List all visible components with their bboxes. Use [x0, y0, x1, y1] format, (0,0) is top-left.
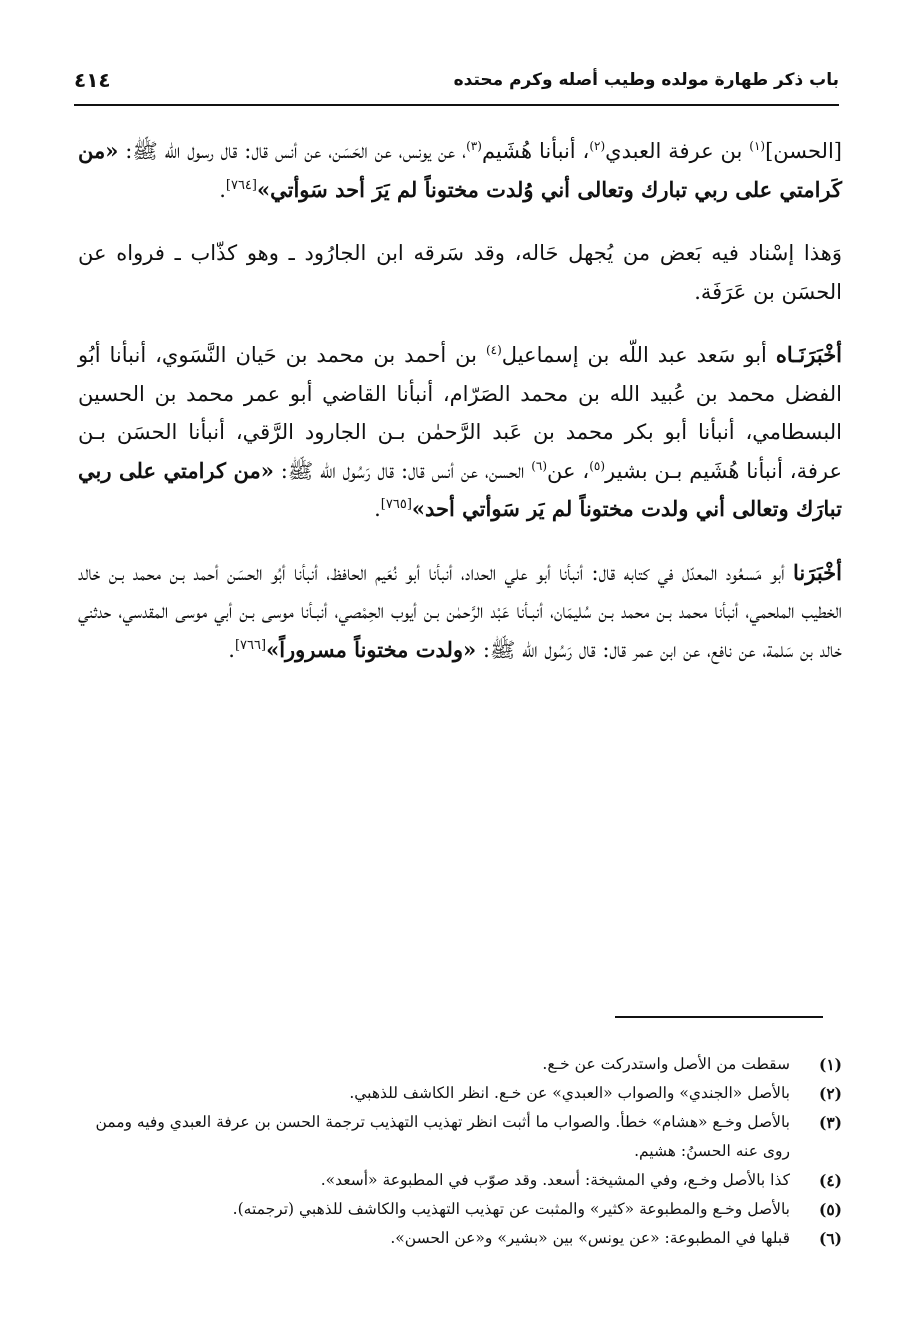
footnote-separator: [615, 1016, 823, 1018]
footnote-text: سقطت من الأصل واستدركت عن خـع.: [542, 1055, 790, 1073]
footnote-number: (٦): [818, 1229, 842, 1248]
text-run: .: [374, 497, 381, 521]
chapter-title: باب ذكر طهارة مولده وطيب أصله وكرم محتده: [453, 70, 839, 90]
footnote-number: (٤): [818, 1171, 842, 1190]
footnote-marker: (١): [749, 139, 766, 153]
footnote-number: (١): [818, 1055, 842, 1074]
paragraph-2: [78, 234, 842, 311]
hadith-quote: «من كَرامتي على ربي تبارك وتعالى أني وُلدت مختوناً لم يَرَ أحد سَوأتي»: [78, 138, 842, 202]
paragraph-4: [78, 554, 842, 670]
footnote-number: (٢): [818, 1084, 842, 1103]
footnote-marker: (٣): [466, 139, 482, 153]
footnote-text: بالأصل وخـع والمطبوعة «كثير» والمثبت عن تهذيب التهذيب والكاشف للذهبي (ترجمته).: [232, 1200, 790, 1218]
text-run: ، عن: [547, 458, 590, 483]
footnote: [74, 1195, 842, 1224]
text-run: أبو مَسعُود المعدّل في كتابه قال: أنبأنا أبو علي الحداد، أنبأنا أبو نُعَيم الحافظ، أنبأنا أبُو الحسَن أحمد بـن محمد بـن خالد الخطيب الملحمي، أنبأنا محمد بـن محمد بـن سُليمَان، أنبـأنا عَبْد الرَّحمٰن بـن أيوب الحِمْصي، أنبـأنا موسى بـن أبي موسى المقدسي، حدثني خالد بن سَلمة، عن نافع، عن ابن عمر قال: قال رَسُول الله ﷺ:: [78, 560, 842, 662]
footnote-text: بالأصل وخـع «هشام» خطأ. والصواب ما أثبت انظر تهذيب التهذيب ترجمة الحسن بن عرفة العبدي وفيه وممن روى عنه الحسنُ: هشيم.: [95, 1113, 790, 1160]
footnote-marker: (٢): [589, 139, 606, 153]
hadith-quote: «من كرامتي على ربي تبارَك وتعالى أني ولدت مختوناً لم يَر سَوأتي أحد»: [78, 457, 842, 521]
text-run: وَهذا إسْناد فيه بَعض من يُجهل حَاله، وقد سَرقه ابن الجارُود ـ وهو كذّاب ـ فرواه عن الحسَن بن عَرَفَة.: [78, 241, 842, 304]
running-header: [74, 64, 839, 106]
footnote: [74, 1166, 842, 1195]
footnote: [74, 1108, 842, 1166]
footnotes: [74, 1050, 842, 1253]
footnote-number: (٥): [818, 1200, 842, 1219]
footnote-marker: (٥): [589, 458, 606, 473]
text-run: .: [228, 637, 235, 662]
footnote-text: كذا بالأصل وخـع، وفي المشيخة: أسعد. وقد صوّب في المطبوعة «أسعد».: [320, 1171, 790, 1189]
hadith-number: [٧٦٤]: [225, 177, 257, 193]
page-number: ٤١٤: [74, 68, 111, 92]
text-run: بن عرفة العبدي: [605, 139, 750, 163]
footnote: [74, 1050, 842, 1079]
footnote-text: قبلها في المطبوعة: «عن يونس» بين «بشير» و«عن الحسن».: [390, 1229, 790, 1247]
footnote: [74, 1224, 842, 1253]
footnote-marker: (٦): [531, 458, 548, 473]
footnote: [74, 1079, 842, 1108]
text-run: .: [219, 177, 226, 202]
text-run: ، أنبأنا هُشَيم: [481, 139, 590, 163]
paragraph-1: [78, 132, 842, 209]
hadith-quote: «ولدت مختوناً مسروراً»: [266, 636, 477, 662]
footnote-marker: (٤): [485, 343, 502, 357]
main-text: [78, 132, 842, 694]
lead-word: أخْبَرَنا: [793, 559, 842, 585]
hadith-number: [٧٦٦]: [234, 637, 267, 653]
hadith-number: [٧٦٥]: [380, 497, 412, 512]
paragraph-3: [78, 336, 842, 529]
text-run: ، عن يونس، عن الحَسَن، عن أنس قال: قال رسول الله ﷺ:: [118, 139, 467, 163]
text-run: [الحسن]: [765, 139, 842, 163]
text-run: الحسن، عن أنس قال: قال رَسُول الله ﷺ:: [273, 458, 532, 483]
text-run: بن أحمد بن محمد بن حَيان النَّسَوي، أنبأنا أبُو الفضل محمد بن عُبيد الله بن محمد الصَرّام، أنبأنا القاضي أبو عمر محمد بن الحسين البسطامي، أنبأنا أبو بكر محمد بن عَبد الرَّحمٰن بـن الجارود الرَّقي، أنبأنا الحسَن بـن عرفة، أنبأنا هُشَيم بـن بشير: [78, 343, 842, 483]
footnote-text: بالأصل «الجندي» والصواب «العبدي» عن خـع. انظر الكاشف للذهبي.: [349, 1084, 790, 1102]
footnote-number: (٣): [818, 1113, 842, 1132]
text-run: أبو سَعد عبد اللّه بن إسماعيل: [501, 343, 776, 367]
lead-word: أخْبَرَنَـاه: [775, 342, 843, 367]
